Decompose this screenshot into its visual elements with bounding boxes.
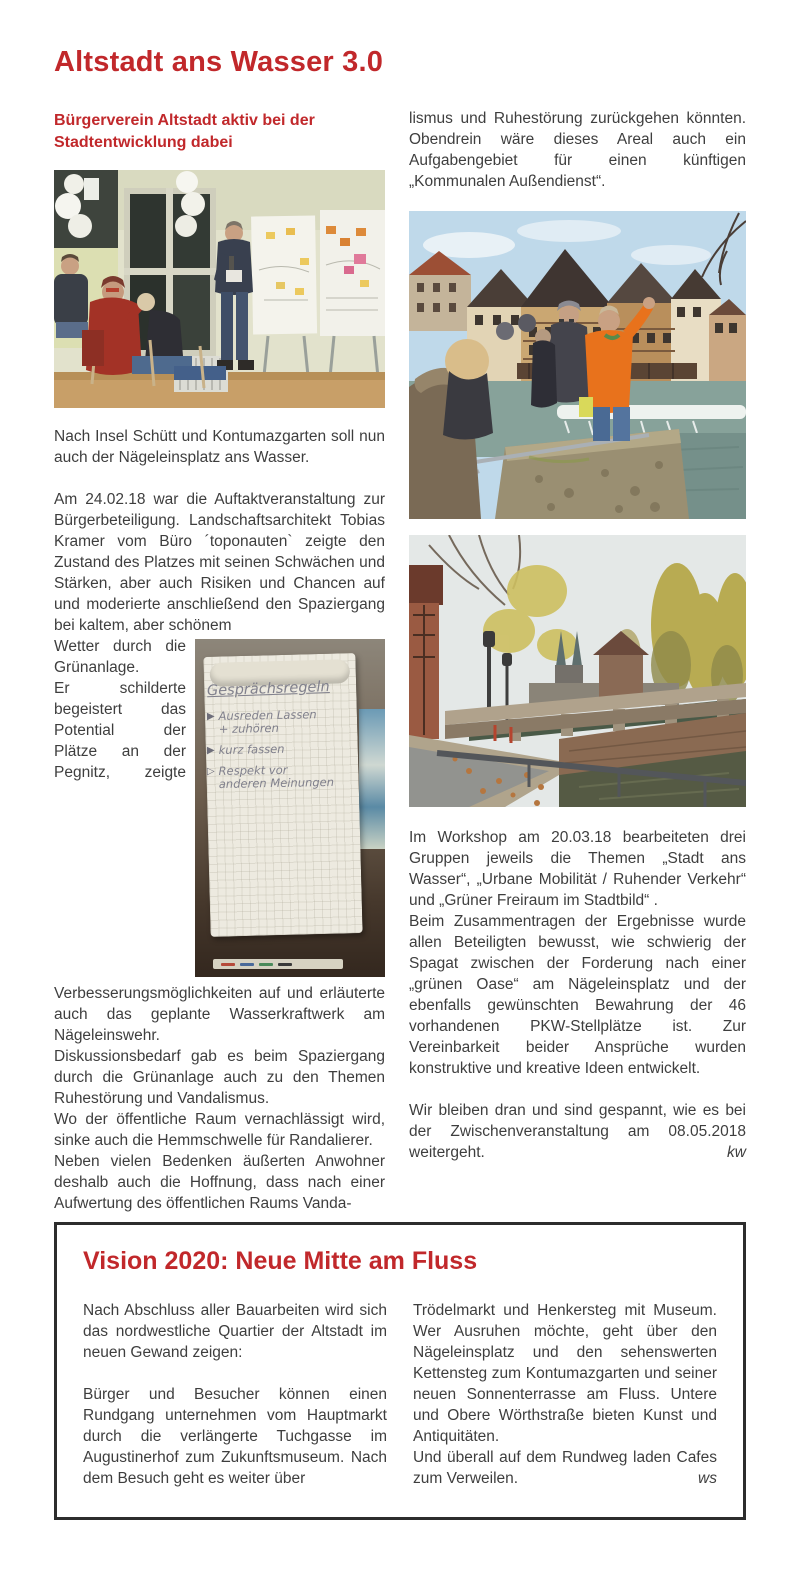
paragraph: Neben vielen Bedenken äußerten Anwohner deshalb auch die Hoffnung, dass nach einer Aufwertung des öffentlichen Raums Vanda- bbox=[54, 1153, 385, 1212]
flipchart-handwriting bbox=[207, 679, 339, 798]
left-column bbox=[54, 108, 385, 1214]
paragraph: Am 24.02.18 war die Auftaktveranstaltung zur Bürgerbeteiligung. Landschaftsarchitekt Tobias Kramer vom Büro ´toponauten` zeigte den Zustand des Platzes mit seinen Schwächen und Stärken, aber auch Risiken und Chancen auf und moderierte anschließend den Spaziergang bei kaltem, aber schönem bbox=[54, 491, 385, 634]
marker-green bbox=[259, 963, 273, 966]
river-bridge-photo bbox=[409, 535, 746, 807]
author-initials: ws bbox=[698, 1470, 717, 1487]
poster-fragment bbox=[359, 709, 385, 849]
vision-box-title: Vision 2020: Neue Mitte am Fluss bbox=[83, 1247, 478, 1275]
paragraph: Bürger und Besucher können einen Rundgang unternehmen vom Hauptmarkt durch die verlängerte Tuchgasse im Augustinerhof zum Zukunftsmuseum. Nach dem Besuch geht es weiter über bbox=[83, 1386, 387, 1487]
marker-tray bbox=[213, 959, 343, 969]
river-group-photo bbox=[409, 211, 746, 519]
paragraph: Im Workshop am 20.03.18 bearbeiteten drei Gruppen jeweils die Themen „Stadt ans Wasser“, „Urbane Mobilität / Ruhender Verkehr“ und „Grüner Freiraum im Stadtbild“ . bbox=[409, 829, 746, 909]
paragraph: lismus und Ruhestörung zurückgehen könnten. Obendrein wäre dieses Areal auch ein Aufgabengebiet für einen künftigen „Kommunalen Außendienst“. bbox=[409, 110, 746, 190]
paragraph: Wir bleiben dran und sind gespannt, wie es bei der Zwischenveranstaltung am 08.05.2018 weitergeht. kw bbox=[409, 1102, 746, 1161]
vision-right-column bbox=[413, 1300, 717, 1489]
paragraph: Beim Zusammentragen der Ergebnisse wurde allen Beteiligten bewusst, wie schwierig der Spagat zwischen der Forderung nach einer „grünen Oase“ am Nägeleinsplatz und der ebenfalls gewünschten Bewahrung der 46 vorhandenen PKW-Stellplätze ist. Zur Vereinbarkeit beider Ansprüche wurden konstruktive und kreative Ideen entwickelt. bbox=[409, 913, 746, 1077]
article-kicker: Bürgerverein Altstadt aktiv bei der Stadtentwicklung dabei bbox=[54, 112, 315, 151]
author-initials: kw bbox=[727, 1144, 746, 1161]
paragraph: Diskussionsbedarf gab es beim Spaziergang durch die Grünanlage auch zu den Themen Ruhestörung und Vandalismus. bbox=[54, 1048, 385, 1107]
paragraph: Trödelmarkt und Henkersteg mit Museum. Wer Ausruhen möchte, geht über den Nägeleinsplatz und den sehenswerten Kettensteg zum Kontumazgarten und seiner neuen Sonnenterrasse am Fluss. Untere und Obere Wörthstraße bieten Kunst und Antiquitäten. bbox=[413, 1302, 717, 1445]
flipchart-item: ▶ kurz fassen bbox=[206, 741, 285, 757]
vision-left-column bbox=[83, 1300, 387, 1489]
right-column bbox=[409, 108, 746, 1163]
paragraph: Nach Insel Schütt und Kontumazgarten soll nun auch der Nägeleinsplatz ans Wasser. bbox=[54, 428, 385, 466]
paragraph: Wo der öffentliche Raum vernachlässigt wird, sinke auch die Hemmschwelle für Randalierer. bbox=[54, 1111, 385, 1149]
vision-box-columns bbox=[83, 1300, 717, 1489]
paragraph: Er schilderte begeistert das Potential der Plätze an der Pegnitz, zeigte Verbesserungsmöglichkeiten auf und erläuterte auch das geplante Wasserkraftwerk am Nägeleinswehr. bbox=[54, 680, 385, 1044]
meeting-room-photo bbox=[54, 170, 385, 408]
vision-2020-box bbox=[54, 1222, 746, 1520]
marker-black bbox=[278, 963, 292, 966]
triangle-bullet-icon: ▷ bbox=[206, 766, 215, 778]
page-title: Altstadt ans Wasser 3.0 bbox=[54, 46, 384, 78]
paragraph: Und überall auf dem Rundweg laden Cafes zum Verweilen. ws bbox=[413, 1449, 717, 1487]
paragraph: Wetter durch die Grünanlage. bbox=[54, 638, 186, 676]
wrap-section bbox=[54, 636, 385, 1109]
triangle-bullet-icon: ▶ bbox=[206, 711, 215, 723]
paragraph: Nach Abschluss aller Bauarbeiten wird sich das nordwestliche Quartier der Altstadt im neuen Gewand zeigen: bbox=[83, 1302, 387, 1361]
marker-red bbox=[221, 963, 235, 966]
flipchart-title: Gesprächsregeln bbox=[206, 679, 330, 700]
flipchart-photo bbox=[195, 639, 385, 977]
triangle-bullet-icon: ▶ bbox=[206, 745, 215, 757]
marker-blue bbox=[240, 963, 254, 966]
flipchart-item: ▶ Ausreden Lassen + zuhören bbox=[206, 707, 317, 736]
flipchart-item: ▷ Respekt vor anderen Meinungen bbox=[206, 762, 335, 791]
